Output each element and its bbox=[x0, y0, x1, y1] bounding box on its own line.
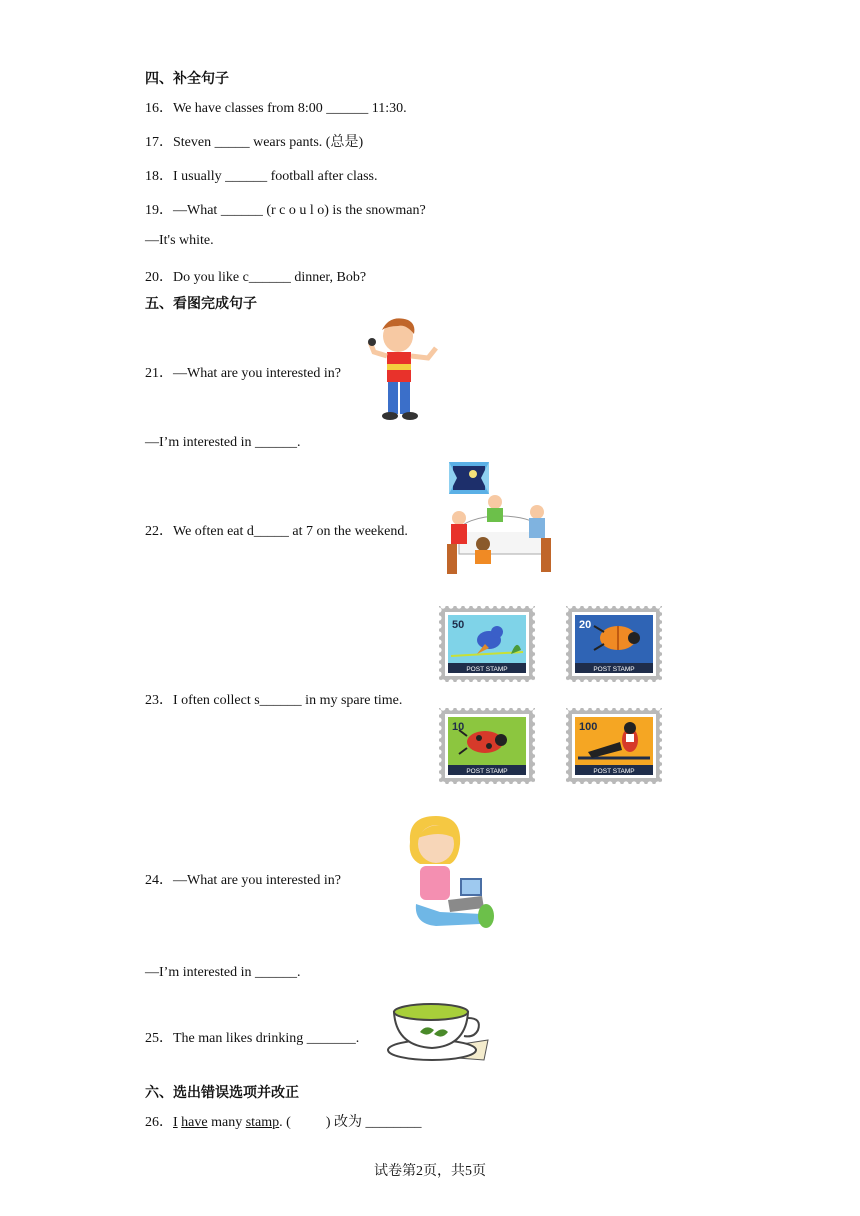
stamp-value: 50 bbox=[452, 619, 465, 631]
question-17: 17．Steven _____ wears pants. (总是) bbox=[145, 135, 364, 150]
stamp-label: POST STAMP bbox=[593, 666, 635, 673]
stamp-woodpecker bbox=[564, 706, 664, 786]
section-heading-4: 四、补全句子 bbox=[145, 71, 229, 87]
page-footer: 试卷第2页，共5页 bbox=[374, 1164, 486, 1179]
option-stamp: stamp bbox=[245, 1115, 280, 1130]
section-heading-5: 五、看图完成句子 bbox=[145, 296, 257, 312]
stamp-label: POST STAMP bbox=[466, 768, 508, 775]
question-21: 21．—What are you interested in? bbox=[145, 366, 341, 381]
stamp-value: 100 bbox=[579, 721, 598, 733]
option-i: I bbox=[173, 1115, 178, 1130]
stamp-svg bbox=[564, 706, 664, 786]
stamp-bird bbox=[437, 604, 537, 684]
stamp-label: POST STAMP bbox=[593, 768, 635, 775]
stamp-label: POST STAMP bbox=[466, 666, 508, 673]
stamp-beetle bbox=[564, 604, 664, 684]
option-have: have bbox=[181, 1115, 208, 1130]
stamp-value: 20 bbox=[579, 619, 592, 631]
question-18: 18．I usually ______ football after class. bbox=[145, 169, 378, 184]
question-16: 16．We have classes from 8:00 ______ 11:30. bbox=[145, 101, 407, 116]
stamp-value: 10 bbox=[452, 721, 465, 733]
girl-computer-image bbox=[400, 812, 498, 936]
question-22: 22．We often eat d_____ at 7 on the weekend. bbox=[145, 524, 408, 539]
stamp-svg bbox=[437, 706, 537, 786]
question-19: 19．—What ______ (r c o u l o) is the snowman? bbox=[145, 203, 426, 218]
cup-of-tea-image bbox=[386, 1000, 490, 1064]
question-26 bbox=[145, 1111, 422, 1131]
section-heading-6: 六、选出错误选项并改正 bbox=[145, 1085, 299, 1101]
family-dinner-image bbox=[443, 460, 555, 578]
question-26-rest: . ( ) 改为 ________ bbox=[279, 1115, 422, 1130]
question-24-answer: —I’m interested in ______. bbox=[145, 965, 301, 980]
stamp-svg bbox=[437, 604, 537, 684]
question-24: 24．—What are you interested in? bbox=[145, 873, 341, 888]
question-25: 25．The man likes drinking _______. bbox=[145, 1031, 360, 1046]
question-20: 20．Do you like c______ dinner, Bob? bbox=[145, 270, 367, 285]
question-26-number: 26． bbox=[145, 1115, 173, 1130]
boy-singing-image bbox=[360, 312, 442, 424]
question-19-answer: —It's white. bbox=[145, 233, 214, 248]
question-23: 23．I often collect s______ in my spare time. bbox=[145, 693, 403, 708]
stamp-svg bbox=[564, 604, 664, 684]
stamp-ladybug bbox=[437, 706, 537, 786]
question-21-answer: —I’m interested in ______. bbox=[145, 435, 301, 450]
question-26-text: many bbox=[207, 1115, 246, 1130]
